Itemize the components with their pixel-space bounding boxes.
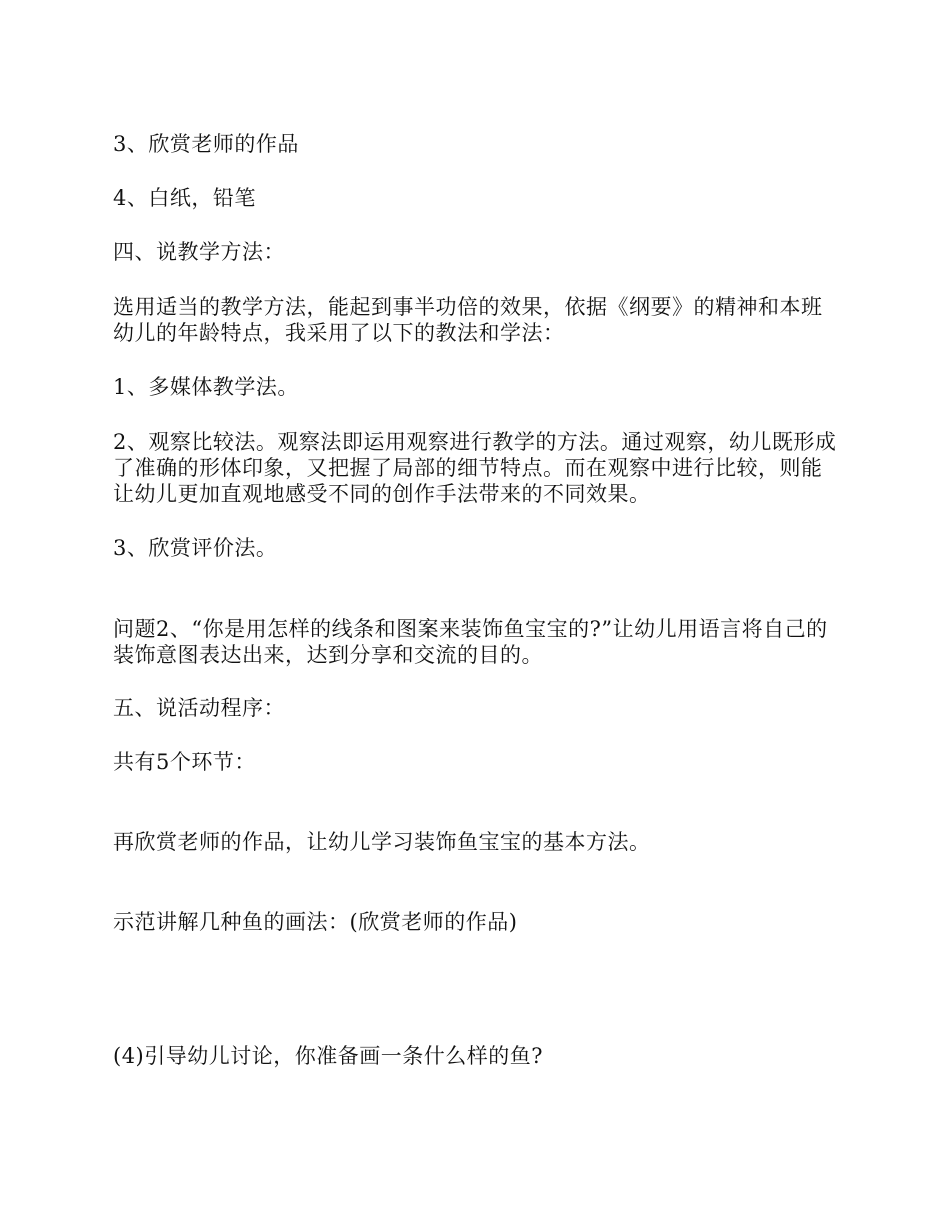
paragraph-method-3: 3、欣赏评价法。 [113, 536, 278, 560]
paragraph-five-steps: 共有5个环节： [113, 750, 256, 774]
paragraph-appreciate-again: 再欣赏老师的作品，让幼儿学习装饰鱼宝宝的基本方法。 [113, 830, 651, 854]
paragraph-method-1: 1、多媒体教学法。 [113, 375, 299, 399]
paragraph-methods-intro: 选用适当的教学方法，能起到事半功倍的效果，依据《纲要》的精神和本班幼儿的年龄特点，我采用了以下的教法和学法： [113, 295, 823, 345]
paragraph-method-2: 2、观察比较法。观察法即运用观察进行教学的方法。通过观察，幼儿既形成了准确的形体印象，又把握了局部的细节特点。而在观察中进行比较，则能让幼儿更加直观地感受不同的创作手法带来的不同效果。 [113, 430, 837, 506]
paragraph-materials-3: 3、欣赏老师的作品 [113, 132, 299, 156]
section-heading-teaching-methods: 四、说教学方法： [113, 240, 285, 264]
section-heading-activity-procedure: 五、说活动程序： [113, 696, 285, 720]
paragraph-discussion-4: (4)引导幼儿讨论，你准备画一条什么样的鱼? [113, 1044, 544, 1068]
paragraph-materials-4: 4、白纸，铅笔 [113, 186, 256, 210]
paragraph-demonstration: 示范讲解几种鱼的画法：(欣赏老师的作品) [113, 910, 518, 934]
paragraph-question-2: 问题2、“你是用怎样的线条和图案来装饰鱼宝宝的?”让幼儿用语言将自己的装饰意图表达出来，达到分享和交流的目的。 [113, 617, 828, 667]
